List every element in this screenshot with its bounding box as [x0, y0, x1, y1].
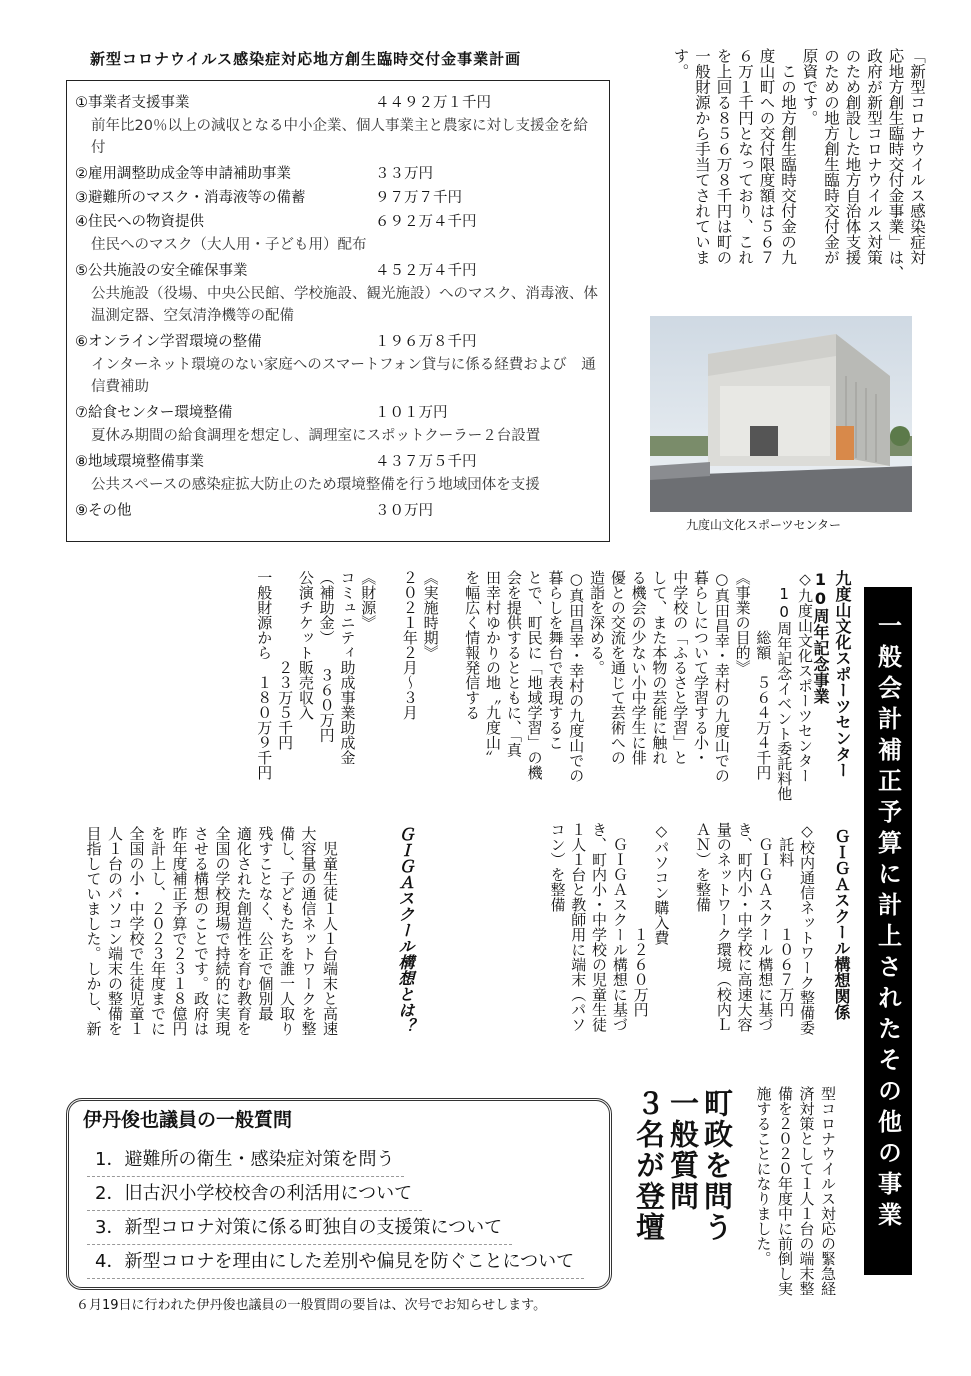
giga-cont-line: 施することになりました。: [754, 1086, 773, 1266]
plan-item: [75, 401, 448, 422]
plan-item-label: ⑨その他: [75, 503, 132, 519]
plan-item-label: ②雇用調整助成金等申請補助事業: [75, 166, 291, 182]
giga-line: １２６０万円: [631, 822, 650, 1017]
plan-item-desc: インターネット環境のない家庭へのスマートフォン貸与に係る経費および 通信費補助: [91, 357, 596, 395]
plan-item-amount: ３０万円: [375, 503, 433, 519]
plan-item-amount: ９７万７千円: [375, 190, 462, 206]
giga-line: 量のネットワーク環境（校内Ｌ: [714, 822, 733, 1032]
intro-line: 一般財源から手当てされていま: [693, 48, 711, 265]
plan-item: [75, 162, 433, 183]
giga-what-line: させる構想のことです。政府は: [192, 826, 210, 1036]
giga-what-line: 全国の学校現場で持続的に実現: [213, 826, 232, 1036]
plan-item-amount: １０１万円: [375, 405, 448, 421]
giga-cont-line: 備を２０２０年度中に前倒し実: [776, 1086, 794, 1296]
anniversary-line: ２０２１年２月～３月: [400, 570, 419, 720]
anniversary-line: を幅広く情報発信する: [463, 570, 482, 720]
question-item: 4．新型コロナを理由にした差別や偏見を防ぐことについて: [95, 1247, 574, 1273]
giga-line: き、町内小・中学校に高速大容: [735, 822, 754, 1032]
anniversary-line: 優との交流を通じて芸術への: [608, 570, 627, 765]
plan-item-label: ⑧地域環境整備事業: [75, 454, 204, 470]
intro-line: ６万１千円となっており、これ: [736, 48, 754, 265]
giga-what-line: を計上し、２０２３年度までに: [149, 826, 167, 1036]
intro-line: のため創設した地方自治体支援: [843, 48, 862, 265]
anniversary-line: 公演チケット販売収入: [296, 570, 315, 720]
giga-what-title: ＧＩＧＡスクール構想とは？: [396, 826, 415, 1034]
plan-item: [75, 330, 477, 351]
plan-item-label: ④住民への物資提供: [75, 214, 204, 230]
giga-what-line: 昨年度補正予算で２３１８億円: [170, 826, 189, 1036]
intro-line: のための地方創生臨時交付金が: [822, 48, 840, 265]
intro-line: 政府が新型コロナウイルス対策: [865, 48, 883, 265]
plan-item-amount: ４５２万４千円: [375, 263, 477, 279]
giga-what-line: 大容量の通信ネットワークを整: [299, 826, 318, 1036]
photo-caption: 九度山文化スポーツセンター: [686, 518, 842, 532]
intro-line: 「新型コロナウイルス感染症対: [908, 48, 926, 265]
plan-item-desc: 公共スペースの感染症拡大防止のため環境整備を行う地域団体を支援: [91, 477, 540, 493]
plan-box: [66, 80, 610, 542]
anniversary-line: 総額 ５６４万４千円: [754, 570, 773, 780]
giga-line: ◇校内通信ネットワーク整備委: [798, 822, 816, 1035]
anniversary-line: 造詣を深める。: [588, 570, 607, 675]
giga-line: ＧＩＧＡスクール構想に基づ: [756, 822, 775, 1032]
anniversary-title-line: 九度山文化スポーツセンター: [833, 570, 852, 778]
giga-title: ＧＩＧＡスクール構想関係: [832, 828, 851, 1020]
intro-line: 応地方創生臨時交付金事業」は、: [886, 48, 905, 281]
anniversary-line: して、また本物の芸能に触れ: [650, 570, 669, 765]
giga-what-line: 全国の小・中学校で生徒児童１: [127, 826, 146, 1036]
intro-line: この地方創生臨時交付金の九: [779, 48, 797, 265]
plan-item-desc: 夏休み期間の給食調理を想定し、調理室にスポットクーラー２台設置: [91, 428, 541, 444]
giga-cont: [752, 1086, 838, 1336]
plan-item-amount: ６９２万４千円: [375, 214, 477, 230]
anniversary-line: 中学校の「ふるさと学習」と: [671, 570, 690, 765]
anniversary-line: 暮らしを舞台で表現するこ: [546, 570, 565, 750]
giga-line: 託料 １０６７万円: [777, 822, 796, 1017]
anniversary-title-line: 10周年記念事業: [811, 570, 830, 704]
plan-item: [75, 210, 477, 231]
plan-item-amount: ４３７万５千円: [375, 454, 477, 470]
anniversary-line: （補助金） ３６０万円: [317, 570, 336, 743]
anniversary-line: ○真田昌幸・幸村の九度山での: [712, 570, 731, 783]
giga-what-line: 適化された創造性を育む教育を: [235, 826, 253, 1036]
plan-item-label: ⑤公共施設の安全確保事業: [75, 263, 248, 279]
plan-item-label: ①事業者支援事業: [75, 95, 190, 111]
section-banner: 一般会計補正予算に計上されたその他の事業: [864, 587, 912, 1275]
anniversary-body: [253, 570, 815, 818]
sports-center-photo: [650, 316, 912, 512]
anniversary-line: 《実施時期》: [421, 570, 440, 660]
anniversary-line: 一般財源から １８０万９千円: [255, 570, 274, 780]
plan-item-label: ⑦給食センター環境整備: [75, 405, 233, 421]
plan-item-label: ③避難所のマスク・消毒液等の備蓄: [75, 190, 306, 206]
questions-note: ６月19日に行われた伊丹俊也議員の一般質問の要旨は、次号でお知らせします。: [76, 1298, 547, 1313]
anniversary-line: 《財源》: [359, 570, 378, 630]
anniversary-line: [378, 570, 399, 818]
giga-line: [671, 822, 692, 1062]
giga-what-line: 備し、子どもたちを誰一人取り: [278, 826, 296, 1036]
anniversary-line: ○真田昌幸・幸村の九度山での: [567, 570, 586, 783]
plan-item: [75, 499, 433, 520]
giga-what-line: 人１台のパソコン端末の整備を: [106, 826, 124, 1036]
plan-item: [75, 259, 477, 280]
giga-what-body: [82, 826, 340, 1066]
plan-item-desc: 住民へのマスク（大人用・子ども用）配布: [91, 237, 367, 253]
anniversary-line: 暮らしについて学習する小・: [692, 570, 711, 765]
plan-item: [75, 91, 491, 112]
intro-line: を上回る８５６万８千円は町の: [714, 48, 733, 265]
intro-line: 度山町への交付限度額は５６７: [757, 48, 776, 265]
anniversary-line: 会を提供するとともに、「真: [504, 570, 523, 758]
giga-line: ◇パソコン購入費: [652, 822, 671, 945]
anniversary-line: る機会の少ない小中学生に俳: [629, 570, 648, 765]
anniversary-line: とで、町民に「地域学習」の機: [525, 570, 544, 780]
intro-text: [669, 48, 927, 310]
plan-item-desc: 公共施設（役場、中央公民館、学校施設、観光施設）へのマスク、消毒液、体温測定器、空気清浄機等の配備: [91, 286, 598, 324]
question-item: 2．旧古沢小学校校舎の利活用について: [95, 1179, 412, 1205]
giga-line: ＡＮ）を整備: [694, 822, 713, 912]
giga-line: １人１台と教師用に端末（パソ: [569, 822, 588, 1032]
giga-line: ＧＩＧＡスクール構想に基づ: [610, 822, 629, 1032]
giga-what-line: 児童生徒１人１台端末と高速: [321, 826, 339, 1036]
giga-body: [547, 822, 817, 1062]
giga-line: コン）を整備: [548, 822, 567, 912]
anniversary-title: [809, 570, 853, 778]
plan-item-amount: １９６万８千円: [375, 334, 477, 350]
intro-line: す。: [671, 48, 690, 79]
anniversary-line: [441, 570, 462, 818]
anniversary-line: 田幸村ゆかりの地〝九度山〟: [484, 570, 503, 765]
question-item: 1．避難所の衛生・感染症対策を問う: [95, 1145, 394, 1171]
plan-item: [75, 186, 462, 207]
plan-item-desc: 前年比20％以上の減収となる中小企業、個人事業主と農家に対し支援金を給付: [91, 118, 588, 156]
plan-item-amount: ３３万円: [375, 166, 433, 182]
giga-what-line: 目指していました。しかし、新: [84, 826, 103, 1036]
anniversary-line: 《事業の目的》: [733, 570, 752, 675]
plan-title: 新型コロナウイルス感染症対応地方創生臨時交付金事業計画: [90, 50, 522, 68]
question-item: 3．新型コロナ対策に係る町独自の支援策について: [95, 1213, 502, 1239]
anniversary-line: ◇九度山文化スポーツセンター: [796, 570, 814, 783]
giga-what-line: 残すことなく、公正で個別最: [256, 826, 275, 1021]
giga-cont-line: 型コロナウイルス対応の緊急経: [819, 1086, 837, 1296]
plan-item-label: ⑥オンライン学習環境の整備: [75, 334, 262, 350]
plan-item-amount: ４４９２万１千円: [375, 95, 491, 111]
headline: [632, 1088, 734, 1243]
anniversary-line: 10周年記念イベント委託料他: [775, 570, 794, 801]
giga-line: き、町内小・中学校の児童生徒: [590, 822, 609, 1032]
anniversary-line: コミュニティ助成事業助成金: [338, 570, 357, 765]
headline-line: 町政を問う: [700, 1088, 734, 1243]
headline-line: 一般質問: [666, 1088, 700, 1212]
questions-box: [66, 1098, 612, 1290]
intro-line: 原資です。: [800, 48, 819, 126]
plan-item: [75, 450, 477, 471]
anniversary-line: ２３万５千円: [276, 570, 295, 750]
headline-line: ３名が登壇: [632, 1088, 666, 1243]
questions-title: 伊丹俊也議員の一般質問: [79, 1105, 296, 1132]
giga-cont-line: 済対策として１人１台の端末整: [797, 1086, 816, 1296]
